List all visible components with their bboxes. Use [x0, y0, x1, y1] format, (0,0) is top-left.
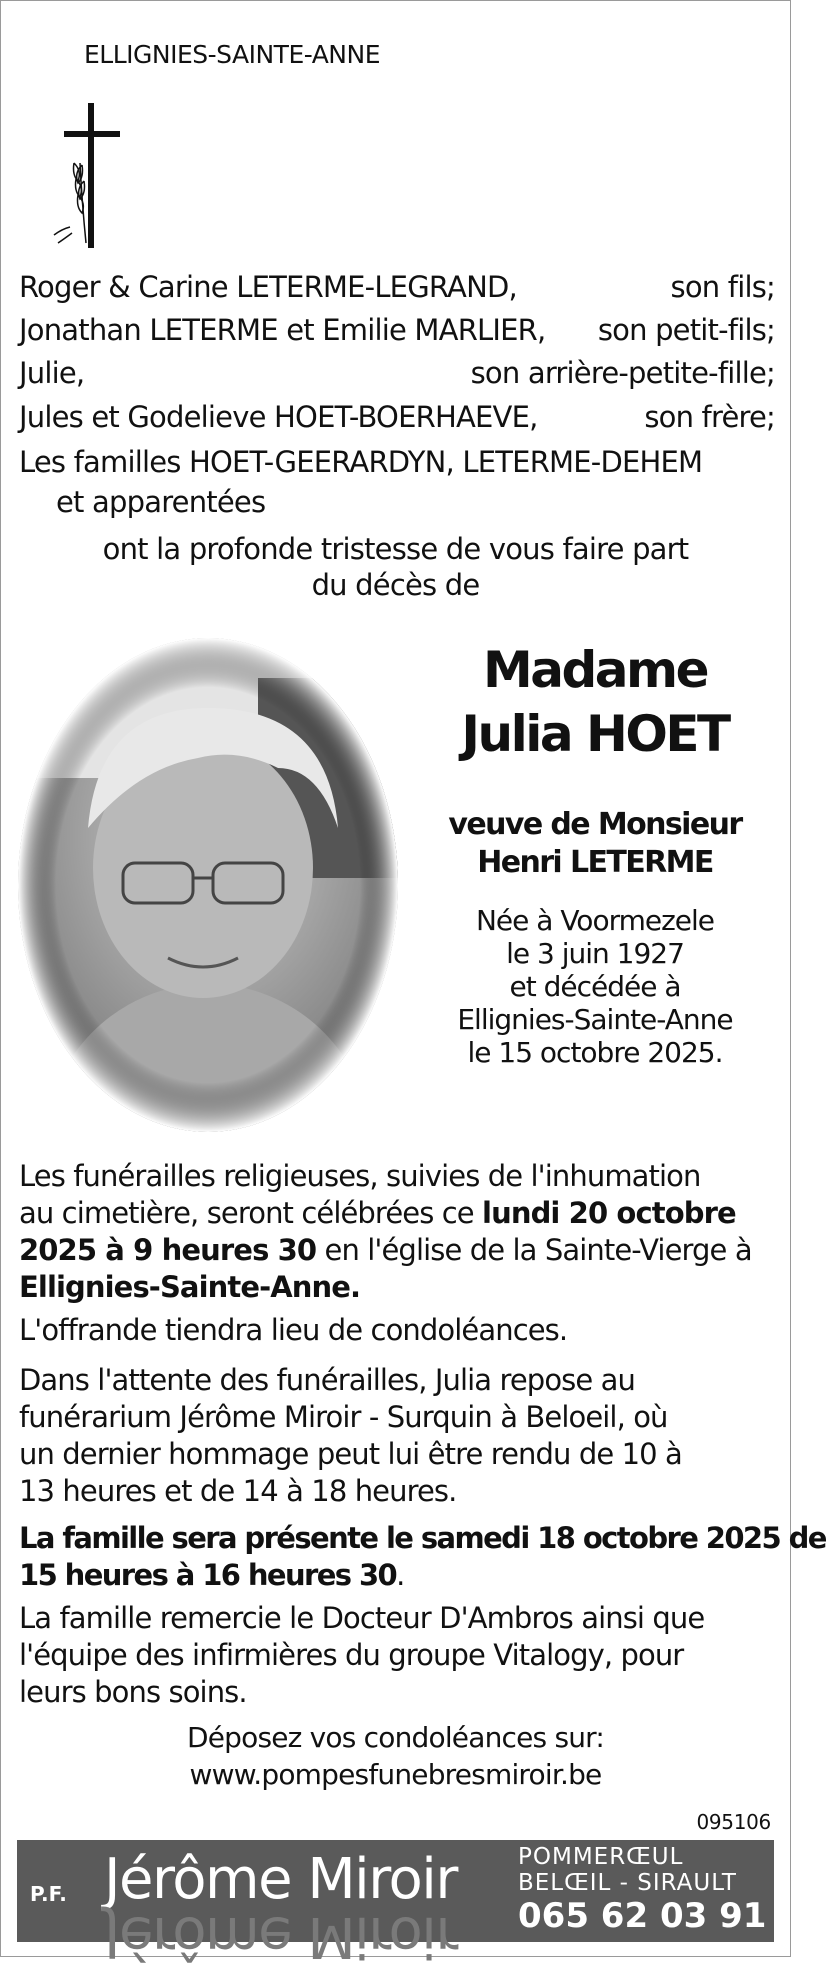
rest-line: funérarium Jérôme Miroir - Surquin à Beloeil, où [19, 1400, 668, 1434]
announcement-line: ont la profonde tristesse de vous faire part [102, 532, 689, 566]
funeral-paragraph [19, 1158, 779, 1306]
family-present-time: 15 heures à 16 heures 30 [19, 1558, 397, 1592]
banner-locations: POMMERŒUL [518, 1844, 684, 1870]
widow-line: Henri LETERME [477, 845, 713, 880]
relative-row [19, 270, 775, 304]
deceased-title: Madame [482, 641, 708, 699]
relative-relation: son arrière-petite-fille; [470, 356, 775, 390]
relative-name: Roger & Carine LETERME-LEGRAND, [19, 270, 517, 304]
thanks-paragraph [19, 1600, 779, 1711]
funeral-place: Ellignies-Sainte-Anne. [19, 1270, 361, 1304]
date-line: le 3 juin 1927 [506, 937, 684, 970]
funeral-time: 2025 à 9 heures 30 [19, 1233, 317, 1267]
funeral-line: Les funérailles religieuses, suivies de l'inhumation [19, 1159, 701, 1193]
families-line: Les familles HOET-GEERARDYN, LETERME-DEHEM [19, 445, 703, 479]
funeral-date: lundi 20 octobre [482, 1196, 736, 1230]
family-present-paragraph [19, 1520, 826, 1594]
banner-prefix: P.F. [30, 1882, 67, 1906]
widow-line: veuve de Monsieur [448, 807, 742, 842]
relative-name: Jules et Godelieve HOET-BOERHAEVE, [19, 400, 538, 434]
cross-icon [52, 103, 132, 248]
thanks-line: La famille remercie le Docteur D'Ambros ainsi que [19, 1601, 705, 1635]
relative-row [19, 313, 775, 347]
relative-relation: son fils; [670, 270, 775, 304]
funeral-line: au cimetière, seront célébrées ce [19, 1196, 483, 1230]
thanks-line: l'équipe des infirmières du groupe Vitalogy, pour [19, 1638, 684, 1672]
rest-line: 13 heures et de 14 à 18 heures. [19, 1474, 457, 1508]
rest-paragraph [19, 1362, 779, 1510]
family-present-line: La famille sera présente le samedi 18 octobre 2025 de [19, 1521, 826, 1555]
relative-relation: son petit-fils; [597, 313, 775, 347]
condolences-url[interactable]: www.pompesfunebresmiroir.be [189, 1758, 602, 1791]
banner-brand: Jérôme Miroir [104, 1847, 457, 1912]
banner-locations: BELŒIL - SIRAULT [518, 1870, 737, 1896]
deceased-name: Julia HOET [461, 705, 729, 763]
banner-phone[interactable]: 065 62 03 91 [518, 1896, 767, 1936]
portrait-photo [18, 638, 398, 1132]
date-line: Ellignies-Sainte-Anne [457, 1003, 733, 1036]
relative-name: Julie, [19, 356, 85, 390]
funeral-home-banner [17, 1840, 774, 1969]
funeral-line: en l'église de la Sainte-Vierge à [316, 1233, 752, 1267]
rest-line: Dans l'attente des funérailles, Julia repose au [19, 1363, 635, 1397]
date-line: et décédée à [509, 970, 681, 1003]
relative-row [19, 356, 775, 390]
town-heading: ELLIGNIES-SAINTE-ANNE [84, 40, 381, 69]
family-present-suffix: . [396, 1558, 404, 1592]
relative-relation: son frère; [644, 400, 775, 434]
deceased-block [420, 640, 770, 1069]
offering-line: L'offrande tiendra lieu de condoléances. [19, 1313, 568, 1347]
announcement-line: du décès de [311, 568, 480, 602]
relative-name: Jonathan LETERME et Emilie MARLIER, [19, 313, 546, 347]
relative-row [19, 400, 775, 434]
date-line: Née à Voormezele [475, 904, 715, 937]
families-line: et apparentées [56, 485, 266, 519]
rest-line: un dernier hommage peut lui être rendu de 10 à [19, 1437, 682, 1471]
condolences-line: Déposez vos condoléances sur: [186, 1721, 605, 1754]
date-line: le 15 octobre 2025. [467, 1036, 723, 1069]
thanks-line: leurs bons soins. [19, 1675, 247, 1709]
reference-number: 095106 [696, 1810, 771, 1834]
banner-brand-reflection: Jérôme Miroir [104, 1904, 457, 1969]
